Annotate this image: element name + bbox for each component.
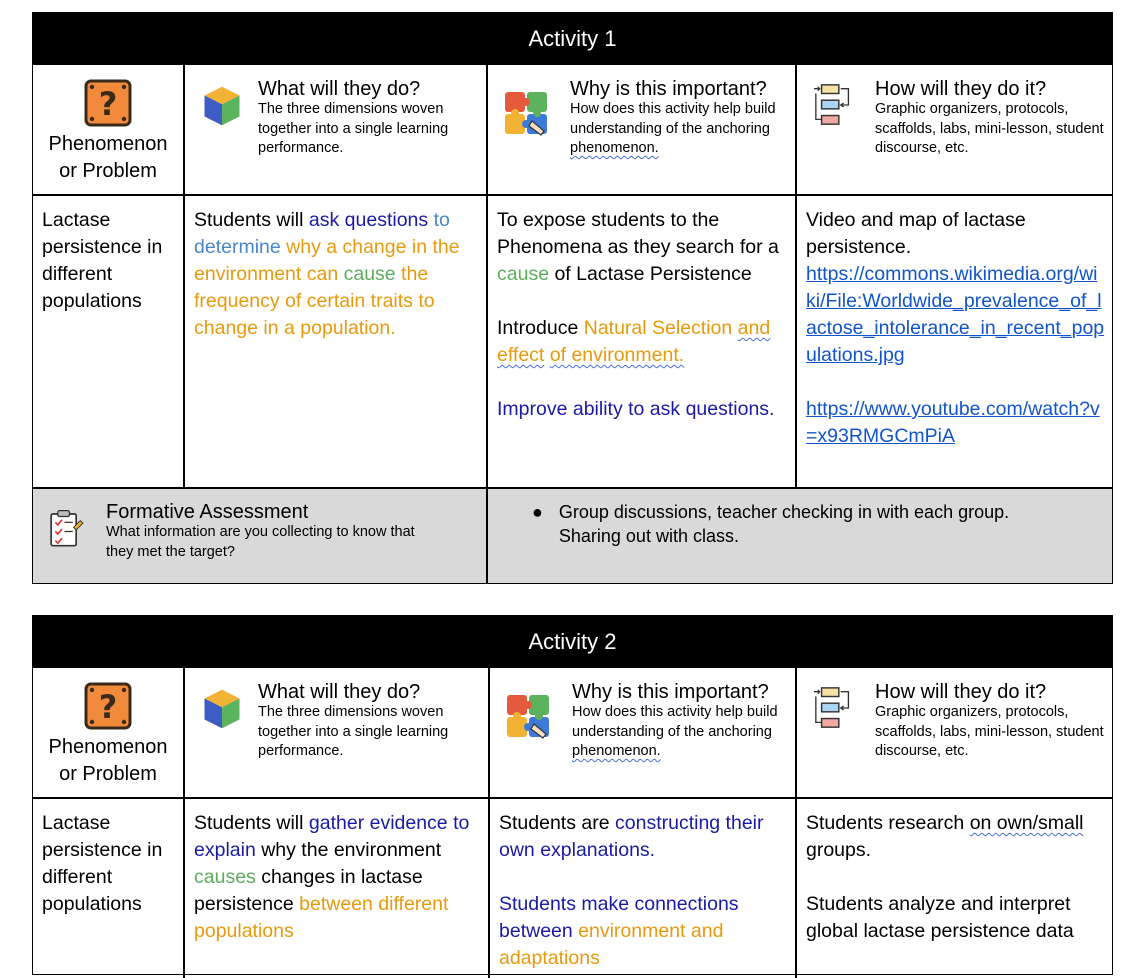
activity-1-title: Activity 1 [33,13,1112,65]
why-header [490,668,794,797]
phenomenon-header [33,668,183,797]
cube-icon [201,686,243,732]
why-text: Students are constructing their own explanations. Students make connections between environment and adaptations [499,812,764,969]
divider [33,194,1112,196]
how-header [797,65,1113,194]
phenomenon-text: Lactase persistence in different populations [42,209,163,312]
how-subtitle: Graphic organizers, protocols, scaffolds, labs, mini-lesson, student discourse, etc. [875,101,1104,156]
how-header [797,668,1113,797]
phenomenon-label-line1: Phenomenon [48,133,168,155]
formative-title: Formative Assessment [106,501,309,523]
wikimedia-link[interactable]: https://commons.wikimedia.org/wiki/File:Worldwide_prevalence_of_lactose_intolerance_in_recent_populations.jpg [806,263,1105,366]
formative-text: Group discussions, teacher checking in with each group. Sharing out with class. [558,502,1010,546]
question-block-icon [84,79,132,127]
why-text: To expose students to the Phenomena as they search for a cause of Lactase Persistence Introduce Natural Selection and effect of environment. Improve ability to ask questions. [497,209,779,420]
why-subtitle: How does this activity help build understanding of the anchoring phenomenon. [572,704,778,759]
graphic-organizer-icon [812,684,858,732]
what-header [185,65,485,194]
activity-2-table [32,615,1113,975]
puzzle-icon [502,89,550,137]
graphic-organizer-icon [812,81,858,129]
puzzle-icon [504,692,552,740]
question-block-icon [84,682,132,730]
how-title: How will they do it? [875,681,1047,703]
how-title: How will they do it? [875,78,1047,100]
divider [33,797,1112,799]
phenomenon-text: Lactase persistence in different populations [42,812,163,915]
how-text: Students research on own/small groups. Students analyze and interpret global lactase persistence data [806,812,1084,942]
phenomenon-label-line2: or Problem [59,763,157,785]
why-header [488,65,794,194]
formative-assessment-label [33,489,486,583]
why-title: Why is this important? [572,681,769,703]
phenomenon-label-line1: Phenomenon [48,736,168,758]
what-header [185,668,487,797]
how-text: Video and map of lactase persistence. https://commons.wikimedia.org/wiki/File:Worldwide_prevalence_of_lactose_intolerance_in_recent_populations.jpg https://www.youtube.com/watch?v=x93RMGCmPiA [806,207,1106,450]
what-text: Students will gather evidence to explain why the environment causes changes in lactase persistence between different populations [194,812,470,942]
why-subtitle: How does this activity help build understanding of the anchoring phenomenon. [570,101,776,156]
what-text: Students will ask questions to determine why a change in the environment can cause the frequency of certain traits to change in a population. [194,209,460,339]
what-title: What will they do? [258,78,421,100]
how-subtitle: Graphic organizers, protocols, scaffolds, labs, mini-lesson, student discourse, etc. [875,704,1104,759]
activity-1-table [32,12,1113,584]
formative-subtitle: What information are you collecting to know that they met the target? [106,524,415,560]
what-subtitle: The three dimensions woven together into a single learning performance. [258,704,449,759]
phenomenon-header [33,65,183,194]
clipboard-checklist-icon [47,509,87,549]
youtube-link[interactable]: https://www.youtube.com/watch?v=x93RMGCmPiA [806,398,1100,447]
activity-2-title: Activity 2 [33,616,1112,668]
what-title: What will they do? [258,681,421,703]
what-subtitle: The three dimensions woven together into a single learning performance. [258,101,449,156]
why-title: Why is this important? [570,78,767,100]
cube-icon [201,83,243,129]
bullet-dot: ● [532,502,543,522]
formative-assessment-content [488,489,1112,583]
phenomenon-label-line2: or Problem [59,160,157,182]
